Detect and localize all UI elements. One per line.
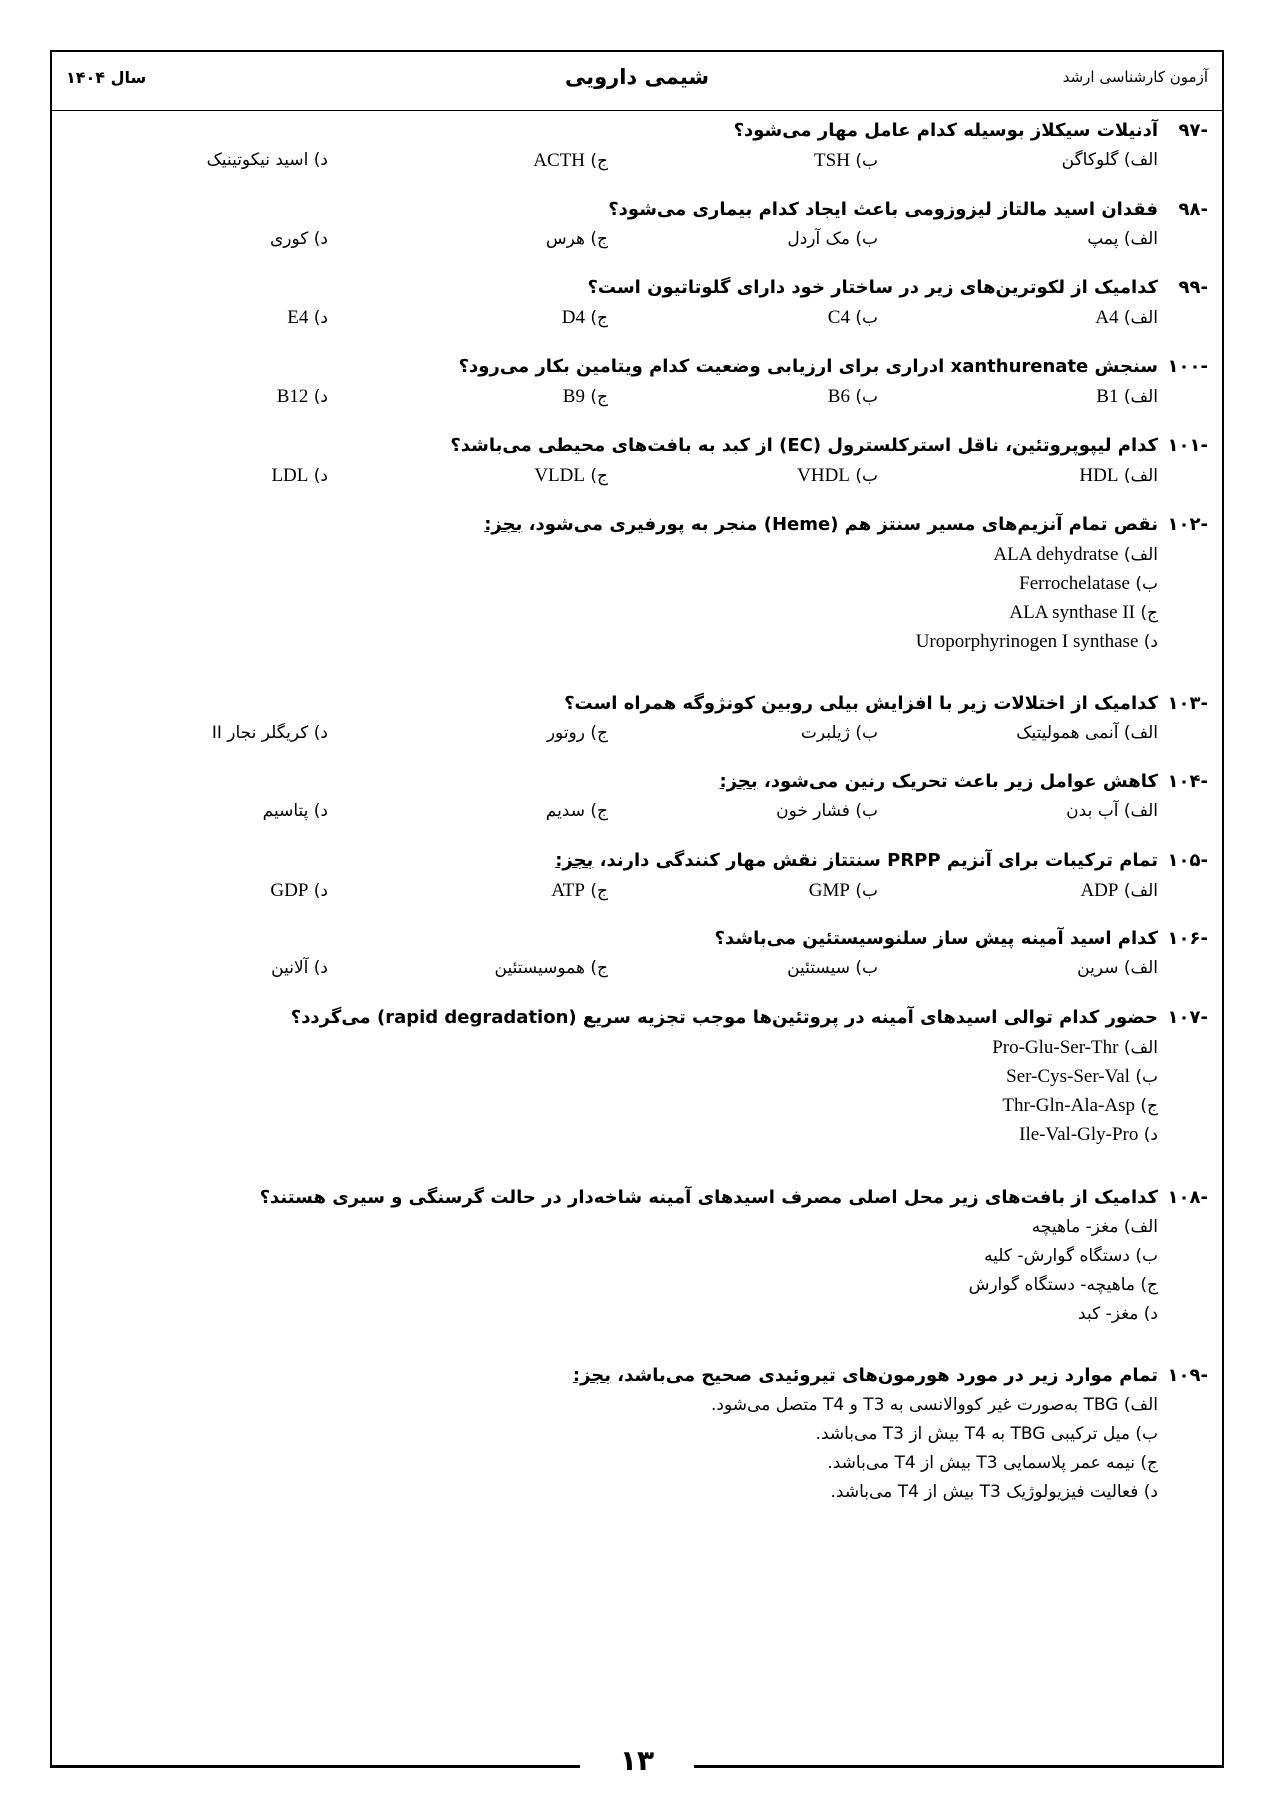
question-9 — [68, 850, 1208, 910]
question-text-body: کدامیک از اختلالات زیر با افزایش بیلی روبین کونژوگه همراه است؟ — [564, 693, 1158, 714]
question-stem — [68, 514, 1208, 544]
question-text-body: تمام موارد زیر در مورد هورمون‌های تیروئیدی صحیح می‌باشد، — [617, 1365, 1158, 1386]
subject-title: شیمی دارویی — [564, 65, 710, 89]
option-1 — [1096, 386, 1158, 408]
option-label: ج) — [590, 881, 608, 901]
option-3 — [68, 1275, 1208, 1304]
question-text — [450, 435, 1158, 456]
question-5 — [68, 435, 1208, 495]
option-1 — [68, 1217, 1208, 1246]
question-number: -۱۰۶ — [1167, 928, 1208, 949]
option-value: ADP — [1080, 880, 1119, 901]
option-value: گلوکاگن — [1061, 150, 1119, 170]
question-text-body: فقدان اسید مالتاز لیزوزومی باعث ایجاد کدام بیماری می‌شود؟ — [608, 199, 1158, 220]
option-label: الف) — [1123, 229, 1158, 249]
option-4 — [207, 150, 328, 170]
option-value: هموسیستئین — [494, 958, 585, 978]
question-text — [484, 514, 1158, 535]
option-2 — [787, 229, 878, 249]
except-keyword: بجز: — [572, 1365, 612, 1386]
option-label: الف) — [1123, 387, 1158, 407]
question-text-body: کاهش عوامل زیر باعث تحریک رنین می‌شود، — [763, 771, 1158, 792]
page-header — [52, 52, 1222, 111]
question-text-body: تمام ترکیبات برای آنزیم PRPP سنتتاز نقش مهار کنندگی دارند، — [599, 850, 1158, 871]
option-label: الف) — [1123, 881, 1158, 901]
option-3 — [563, 386, 608, 408]
options-row — [68, 958, 1208, 988]
option-3 — [562, 307, 608, 329]
option-label: ج) — [1140, 1096, 1158, 1116]
option-label: د) — [1143, 1482, 1158, 1502]
option-value: ATP — [551, 880, 585, 901]
option-3 — [495, 958, 608, 978]
option-4 — [212, 723, 328, 743]
option-2 — [68, 1246, 1208, 1275]
option-label: ب) — [855, 881, 878, 901]
option-label: د) — [1143, 1125, 1158, 1145]
question-text — [573, 1365, 1158, 1386]
option-value: D4 — [561, 307, 585, 328]
option-label: ج) — [590, 801, 608, 821]
except-keyword: بجز: — [719, 771, 758, 792]
option-label: الف) — [1123, 1038, 1158, 1058]
option-value: مغز- ماهیچه — [1031, 1217, 1119, 1237]
option-label: ب) — [855, 723, 878, 743]
option-value: فشار خون — [776, 801, 850, 821]
option-1 — [68, 1395, 1208, 1424]
question-stem — [68, 1365, 1208, 1395]
question-text — [291, 1007, 1158, 1028]
option-2 — [797, 465, 878, 487]
option-1 — [68, 544, 1208, 573]
option-label: ج) — [590, 466, 608, 486]
option-1 — [1079, 465, 1158, 487]
option-label: ب) — [855, 387, 878, 407]
question-number: -۱۰۴ — [1167, 771, 1208, 792]
page-number: ۱۳ — [619, 1744, 655, 1777]
option-value: C4 — [827, 307, 850, 328]
option-label: ج) — [1140, 1275, 1158, 1295]
question-stem — [68, 850, 1208, 880]
question-1 — [68, 120, 1208, 180]
option-value: B1 — [1096, 386, 1119, 407]
option-value: ALA synthase II — [1009, 602, 1135, 623]
question-stem — [68, 1007, 1208, 1037]
question-text — [715, 928, 1158, 949]
option-value: B6 — [827, 386, 850, 407]
except-keyword: بجز: — [484, 514, 523, 535]
option-value: B12 — [276, 386, 309, 407]
question-text — [608, 199, 1158, 220]
option-label: د) — [313, 881, 328, 901]
option-2 — [814, 150, 878, 172]
question-4 — [68, 356, 1208, 416]
question-text — [564, 693, 1158, 714]
question-text — [734, 120, 1158, 141]
option-4 — [270, 229, 328, 249]
option-value: پمپ — [1087, 229, 1119, 249]
option-label: ب) — [1135, 574, 1158, 594]
option-2 — [68, 573, 1208, 602]
option-value: Thr-Gln-Ala-Asp — [1002, 1095, 1135, 1116]
option-3 — [533, 150, 608, 172]
option-label: الف) — [1123, 958, 1158, 978]
option-2 — [809, 880, 878, 902]
question-text — [555, 850, 1158, 871]
question-2 — [68, 199, 1208, 259]
option-value: دستگاه گوارش- کلیه — [984, 1246, 1130, 1266]
question-stem — [68, 277, 1208, 307]
option-label: ج) — [1140, 603, 1158, 623]
option-label: الف) — [1123, 150, 1158, 170]
options-row — [68, 723, 1208, 753]
questions-area — [52, 110, 1222, 1765]
question-number: -۹۹ — [1178, 277, 1208, 298]
option-4 — [271, 465, 328, 487]
question-number: -۱۰۸ — [1167, 1187, 1208, 1208]
option-label: ب) — [1135, 1246, 1158, 1266]
option-value: GDP — [270, 880, 309, 901]
option-label: الف) — [1123, 1217, 1158, 1237]
option-3 — [547, 723, 608, 743]
option-value: GMP — [808, 880, 850, 901]
option-label: الف) — [1123, 545, 1158, 565]
option-value: مغز- کبد — [1078, 1304, 1139, 1324]
option-label: ج) — [590, 723, 608, 743]
option-value: Pro-Glu-Ser-Thr — [992, 1037, 1119, 1058]
question-text-body: سنجش xanthurenate ادراری برای ارزیابی وضعیت کدام ویتامین بکار می‌رود؟ — [458, 356, 1158, 377]
option-value: کریگلر نجار II — [211, 723, 309, 743]
option-value: ALA dehydratse — [993, 544, 1119, 565]
question-text-body: کدام لیپوپروتئین، ناقل استرکلسترول (EC) از کبد به بافت‌های محیطی می‌باشد؟ — [450, 435, 1158, 456]
option-value: مک آردل — [787, 229, 850, 249]
options-row — [68, 880, 1208, 910]
question-number: -۱۰۷ — [1167, 1007, 1208, 1028]
question-number: -۹۷ — [1178, 120, 1208, 141]
option-value: آب بدن — [1066, 801, 1119, 821]
option-value: VLDL — [534, 465, 585, 486]
question-text-body: حضور کدام توالی اسیدهای آمینه در پروتئین‌ها موجب تجزیه سریع (rapid degradation) می‌گردد؟ — [290, 1007, 1158, 1028]
page-footer — [50, 1744, 1224, 1784]
option-4 — [68, 1304, 1208, 1333]
option-label: الف) — [1123, 723, 1158, 743]
option-value: سیستئین — [787, 958, 850, 978]
question-11 — [68, 1007, 1208, 1153]
question-text — [260, 1187, 1158, 1208]
option-value: ژیلبرت — [800, 723, 850, 743]
question-stem — [68, 435, 1208, 465]
footer-rule-right — [694, 1765, 1224, 1768]
option-value: آلانین — [271, 958, 309, 978]
question-text-body: آدنیلات سیکلاز بوسیله کدام عامل مهار می‌شود؟ — [733, 120, 1158, 141]
option-label: الف) — [1123, 1395, 1158, 1415]
option-label: د) — [313, 308, 328, 328]
option-label: د) — [1143, 632, 1158, 652]
question-text-body: کدام اسید آمینه پیش ساز سلنوسیستئین می‌باشد؟ — [714, 928, 1158, 949]
option-1 — [1016, 723, 1158, 743]
except-keyword: بجز: — [555, 850, 594, 871]
option-value: Ser-Cys-Ser-Val — [1006, 1066, 1130, 1087]
option-value: روتور — [546, 723, 585, 743]
option-value: TBG به‌صورت غیر کووالانسی به T3 و T4 متصل می‌شود. — [711, 1395, 1119, 1415]
option-value: E4 — [287, 307, 309, 328]
question-12 — [68, 1187, 1208, 1333]
question-text-body: کدامیک از لکوترین‌های زیر در ساختار خود دارای گلوتاتیون است؟ — [587, 277, 1158, 298]
option-1 — [1066, 801, 1158, 821]
option-4 — [270, 880, 328, 902]
question-13 — [68, 1365, 1208, 1511]
option-value: فعالیت فیزیولوژیک T3 بیش از T4 می‌باشد. — [830, 1482, 1139, 1502]
option-value: کوری — [269, 229, 309, 249]
option-value: اسید نیکوتینیک — [206, 150, 309, 170]
option-4 — [68, 631, 1208, 660]
option-2 — [828, 386, 878, 408]
option-value: هرس — [545, 229, 585, 249]
option-value: B9 — [562, 386, 585, 407]
question-number: -۱۰۳ — [1167, 693, 1208, 714]
option-label: د) — [313, 723, 328, 743]
option-value: HDL — [1079, 465, 1119, 486]
option-4 — [263, 801, 328, 821]
question-number: -۱۰۱ — [1167, 435, 1208, 456]
option-label: ب) — [855, 308, 878, 328]
option-value: Ferrochelatase — [1019, 573, 1130, 594]
option-value: سدیم — [545, 801, 585, 821]
option-label: ج) — [590, 229, 608, 249]
question-stem — [68, 928, 1208, 958]
question-7 — [68, 693, 1208, 753]
question-stem — [68, 120, 1208, 150]
question-stem — [68, 1187, 1208, 1217]
options-row — [68, 801, 1208, 831]
option-label: د) — [1143, 1304, 1158, 1324]
question-3 — [68, 277, 1208, 337]
option-label: د) — [313, 387, 328, 407]
option-value: ACTH — [533, 150, 585, 171]
option-1 — [68, 1037, 1208, 1066]
option-label: د) — [313, 229, 328, 249]
option-value: نیمه عمر پلاسمایی T3 بیش از T4 می‌باشد. — [827, 1453, 1135, 1473]
question-text — [459, 356, 1158, 377]
option-value: پتاسیم — [262, 801, 309, 821]
option-label: ج) — [590, 387, 608, 407]
question-stem — [68, 771, 1208, 801]
question-text — [719, 771, 1158, 792]
option-label: الف) — [1123, 308, 1158, 328]
option-value: میل ترکیبی TBG به T4 بیش از T3 می‌باشد. — [815, 1424, 1130, 1444]
option-value: ماهیچه- دستگاه گوارش — [968, 1275, 1135, 1295]
question-stem — [68, 356, 1208, 386]
option-value: سرین — [1077, 958, 1119, 978]
option-3 — [68, 1095, 1208, 1124]
question-text — [587, 277, 1158, 298]
option-value: LDL — [271, 465, 309, 486]
option-1 — [1095, 307, 1158, 329]
option-2 — [68, 1066, 1208, 1095]
option-label: الف) — [1123, 801, 1158, 821]
option-4 — [68, 1124, 1208, 1153]
option-3 — [546, 801, 608, 821]
option-3 — [68, 1453, 1208, 1482]
option-1 — [1077, 958, 1158, 978]
option-1 — [1087, 229, 1158, 249]
question-10 — [68, 928, 1208, 988]
option-label: ج) — [590, 958, 608, 978]
option-label: ب) — [1135, 1424, 1158, 1444]
option-label: ب) — [855, 958, 878, 978]
option-label: ب) — [855, 466, 878, 486]
option-2 — [828, 307, 878, 329]
option-2 — [68, 1424, 1208, 1453]
option-label: ب) — [855, 151, 878, 171]
option-3 — [546, 229, 608, 249]
question-text-body: نقص تمام آنزیم‌های مسیر سنتز هم (Heme) منجر به پورفیری می‌شود، — [528, 514, 1158, 535]
option-value: آنمی همولیتیک — [1016, 723, 1119, 743]
options-row — [68, 229, 1208, 259]
option-value: A4 — [1095, 307, 1119, 328]
question-stem — [68, 693, 1208, 723]
question-text-body: کدامیک از بافت‌های زیر محل اصلی مصرف اسیدهای آمینه شاخه‌دار در حالت گرسنگی و سیری هستند؟ — [259, 1187, 1158, 1208]
option-value: Ile-Val-Gly-Pro — [1019, 1124, 1139, 1145]
question-number: -۱۰۹ — [1167, 1365, 1208, 1386]
option-label: د) — [313, 958, 328, 978]
option-label: ج) — [590, 308, 608, 328]
option-label: ج) — [1140, 1453, 1158, 1473]
option-4 — [277, 386, 328, 408]
option-label: ب) — [855, 801, 878, 821]
option-1 — [1080, 880, 1158, 902]
option-4 — [271, 958, 328, 978]
question-stem — [68, 199, 1208, 229]
option-2 — [787, 958, 878, 978]
option-4 — [287, 307, 328, 329]
option-label: ج) — [590, 151, 608, 171]
option-value: VHDL — [797, 465, 850, 486]
page-frame — [50, 50, 1224, 1765]
options-row — [68, 465, 1208, 495]
question-number: -۱۰۲ — [1167, 514, 1208, 535]
option-label: د) — [313, 466, 328, 486]
options-row — [68, 307, 1208, 337]
option-1 — [1062, 150, 1158, 170]
option-value: TSH — [814, 150, 850, 171]
option-3 — [68, 602, 1208, 631]
option-label: الف) — [1123, 466, 1158, 486]
question-number: -۱۰۰ — [1167, 356, 1208, 377]
question-number: -۹۸ — [1178, 199, 1208, 220]
option-2 — [801, 723, 878, 743]
option-label: د) — [313, 801, 328, 821]
option-label: د) — [313, 150, 328, 170]
exam-name: آزمون کارشناسی ارشد — [1062, 68, 1208, 86]
options-row — [68, 386, 1208, 416]
question-8 — [68, 771, 1208, 831]
question-6 — [68, 514, 1208, 660]
option-3 — [534, 465, 608, 487]
option-3 — [551, 880, 608, 902]
options-row — [68, 150, 1208, 180]
exam-year: سال ۱۴۰۴ — [66, 68, 147, 87]
option-4 — [68, 1482, 1208, 1511]
option-value: Uroporphyrinogen I synthase — [915, 631, 1139, 652]
option-2 — [776, 801, 878, 821]
question-number: -۱۰۵ — [1167, 850, 1208, 871]
option-label: ب) — [1135, 1067, 1158, 1087]
option-label: ب) — [855, 229, 878, 249]
